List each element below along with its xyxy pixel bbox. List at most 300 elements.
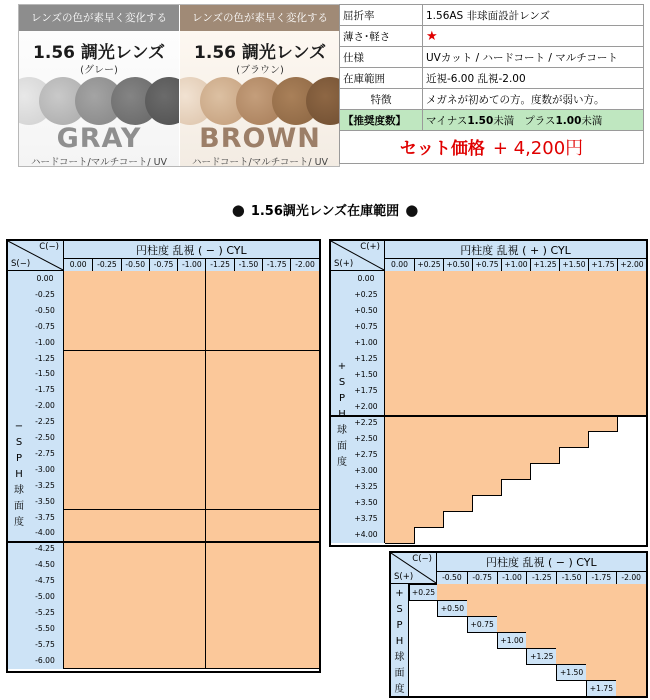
brown-lens-panel	[180, 5, 340, 166]
stock-cell	[121, 366, 150, 383]
stock-cell	[385, 399, 415, 416]
sph-value: -5.25	[35, 607, 55, 617]
sph-axis-label: P	[396, 620, 403, 631]
stock-cell	[414, 303, 444, 320]
sph-axis-label: S	[396, 604, 403, 615]
stock-cell	[177, 557, 206, 574]
stock-cell	[262, 573, 291, 590]
stock-cell	[64, 303, 93, 320]
stock-cell	[290, 382, 319, 399]
cyl-header	[437, 553, 646, 584]
stock-cell	[385, 511, 415, 528]
stock-cell	[177, 478, 206, 495]
gray-color-sub: (グレー)	[80, 65, 118, 76]
stock-cell	[414, 383, 444, 400]
stock-cell	[206, 414, 235, 431]
sph-value: +0.75	[354, 322, 378, 331]
sph-value: +2.50	[354, 434, 378, 443]
stock-cell	[92, 653, 121, 670]
stock-grid-mixed	[389, 551, 648, 698]
stock-cell	[64, 510, 93, 527]
stock-cell	[92, 637, 121, 654]
sph-value: 0.00	[357, 274, 375, 283]
stock-cell	[149, 462, 178, 479]
spec-key: 薄さ･軽さ	[340, 26, 423, 47]
sph-value: -6.00	[35, 655, 55, 665]
sph-value: -2.50	[35, 433, 55, 442]
sph-axis-label: 度	[394, 684, 405, 695]
stock-cell	[414, 287, 444, 304]
bullet-icon: ●	[405, 201, 419, 219]
sph-axis-label: 球	[14, 485, 24, 496]
sph-value: -1.00	[35, 337, 55, 347]
stock-cell	[149, 557, 178, 574]
stock-cell	[414, 431, 444, 448]
stock-cell	[526, 632, 557, 649]
stock-cell	[149, 366, 178, 383]
stock-cell	[530, 367, 560, 384]
stock-cell	[234, 510, 263, 527]
spec-value: 1.56AS 非球面設計レンズ	[423, 5, 644, 26]
stock-cell	[177, 589, 206, 606]
stock-cell	[385, 367, 415, 384]
stock-cell	[385, 463, 415, 480]
stock-cell	[385, 447, 415, 464]
stock-cell	[501, 383, 531, 400]
stock-cell	[149, 335, 178, 352]
stock-cell	[121, 335, 150, 352]
stock-cell	[443, 367, 473, 384]
stock-cell	[290, 446, 319, 463]
stock-cell	[234, 271, 263, 288]
sph-axis-label: P	[338, 393, 346, 404]
stock-cell	[234, 557, 263, 574]
stock-cell	[290, 478, 319, 495]
stock-cell	[234, 414, 263, 431]
stock-cell	[121, 398, 150, 415]
stock-cell	[467, 584, 498, 601]
sph-value: -0.75	[35, 321, 55, 331]
stock-cell	[530, 335, 560, 352]
stock-cell	[177, 398, 206, 415]
stock-cell	[290, 462, 319, 479]
stock-cell	[526, 616, 557, 633]
stock-cell	[234, 351, 263, 368]
recommended-key: 【推奨度数】	[340, 110, 423, 131]
stock-cell	[149, 621, 178, 638]
stock-cell	[443, 463, 473, 480]
sph-axis-label: +	[395, 588, 404, 599]
stock-cell	[262, 430, 291, 447]
sph-axis-label: 面	[394, 668, 405, 679]
stock-cell	[385, 495, 415, 512]
corner-cyl-label: C(+)	[360, 242, 380, 252]
sph-axis-label: S	[338, 377, 346, 388]
stock-cell	[559, 271, 589, 288]
cyl-header-title: 円柱度 乱視 ( + ) CYL	[460, 244, 571, 257]
stock-cell	[64, 271, 93, 288]
stock-cell	[290, 335, 319, 352]
stock-cell	[262, 303, 291, 320]
stock-cell	[556, 600, 587, 617]
stock-cell	[290, 573, 319, 590]
stock-cell	[121, 446, 150, 463]
stock-cell	[588, 351, 618, 368]
stock-cell	[290, 271, 319, 288]
corner-cyl-label: C(−)	[412, 554, 432, 564]
stock-cell	[262, 271, 291, 288]
stock-cell	[206, 462, 235, 479]
stock-cell	[206, 319, 235, 336]
stock-cell	[472, 399, 502, 416]
stock-cell	[92, 494, 121, 511]
stock-cell	[64, 462, 93, 479]
stock-cell	[530, 431, 560, 448]
stock-cell	[443, 399, 473, 416]
stock-cell	[616, 632, 647, 649]
stock-cell	[234, 335, 263, 352]
stock-cell	[206, 271, 235, 288]
stock-cell	[290, 589, 319, 606]
stock-cell	[443, 431, 473, 448]
stock-cell	[472, 367, 502, 384]
stock-cell	[177, 366, 206, 383]
sph-value: +1.50	[354, 370, 378, 379]
stock-cell	[501, 431, 531, 448]
stock-cell	[472, 287, 502, 304]
stock-cell	[290, 287, 319, 304]
sph-value: +1.25	[354, 354, 378, 363]
stock-cell	[206, 303, 235, 320]
cyl-value-row	[437, 571, 646, 584]
stock-cell	[206, 398, 235, 415]
sph-value: +0.50	[354, 306, 378, 315]
stock-cell	[414, 495, 444, 512]
stock-cell	[290, 605, 319, 622]
stock-cell	[177, 351, 206, 368]
stock-cell	[121, 605, 150, 622]
sph-value: +2.25	[354, 418, 378, 427]
sph-axis-label: +	[337, 361, 347, 372]
stock-cell	[501, 447, 531, 464]
stock-cell	[64, 637, 93, 654]
cyl-value: +0.75	[472, 259, 501, 271]
stock-cell	[234, 589, 263, 606]
sph-row-label: +0.25	[409, 584, 438, 601]
stock-cell	[92, 271, 121, 288]
stock-cell	[616, 600, 647, 617]
stock-cell	[149, 589, 178, 606]
stock-cell	[443, 447, 473, 464]
sph-axis-label: 面	[337, 441, 347, 452]
stock-cell	[414, 447, 444, 464]
stock-cell	[262, 351, 291, 368]
stock-cell	[290, 494, 319, 511]
stock-cell	[149, 319, 178, 336]
stock-cell	[234, 573, 263, 590]
stock-cell	[64, 557, 93, 574]
stock-cell	[262, 366, 291, 383]
cyl-value: +1.50	[559, 259, 588, 271]
cyl-value: -1.25	[205, 259, 233, 271]
stock-cell	[149, 430, 178, 447]
stock-cell	[616, 584, 647, 601]
corner-sph-label: S(+)	[334, 259, 354, 269]
sph-row-label: +1.00	[497, 632, 528, 649]
sph-value: -1.25	[35, 353, 55, 363]
stock-cell	[64, 319, 93, 336]
stock-cell	[177, 525, 206, 542]
stock-cell	[414, 335, 444, 352]
stock-cell	[64, 366, 93, 383]
stock-cell	[414, 415, 444, 432]
stock-cell	[617, 367, 647, 384]
cyl-value: +0.25	[414, 259, 443, 271]
stock-cell	[234, 541, 263, 558]
sph-value: +3.25	[354, 482, 378, 491]
stock-cell	[177, 430, 206, 447]
stock-cell	[206, 382, 235, 399]
stock-cell	[262, 382, 291, 399]
stock-cell	[149, 414, 178, 431]
stock-cell	[472, 319, 502, 336]
gray-footer: ハードコート/マルチコート/ UV	[30, 157, 168, 166]
sph-value: -1.50	[35, 369, 55, 379]
stock-cell	[262, 446, 291, 463]
stock-cell	[559, 335, 589, 352]
stock-cell	[616, 680, 647, 697]
sph-row-label: +1.25	[526, 648, 557, 665]
bullet-icon: ●	[231, 201, 245, 219]
stock-cell	[149, 653, 178, 670]
stock-cell	[556, 616, 587, 633]
stock-cell	[586, 584, 617, 601]
stock-cell	[385, 335, 415, 352]
stock-cell	[559, 399, 589, 416]
stock-cell	[385, 479, 415, 496]
stock-cell	[526, 584, 557, 601]
stock-cell	[177, 573, 206, 590]
stock-cell	[64, 494, 93, 511]
stock-cell	[501, 303, 531, 320]
sph-value: +0.25	[354, 290, 378, 299]
stock-cell	[149, 446, 178, 463]
stock-cell	[414, 399, 444, 416]
stock-cell	[121, 414, 150, 431]
stock-cell	[443, 319, 473, 336]
sph-row-label: +1.75	[586, 680, 617, 697]
stock-cell	[262, 414, 291, 431]
cyl-value: -2.00	[616, 572, 646, 584]
spec-key: 特徴	[340, 89, 423, 110]
corner-sph-label: S(+)	[394, 572, 414, 582]
stock-cell	[262, 462, 291, 479]
stock-cell	[64, 589, 93, 606]
stock-cell	[586, 600, 617, 617]
stock-cell	[588, 271, 618, 288]
stock-cell	[262, 478, 291, 495]
stock-cell	[177, 621, 206, 638]
set-price	[340, 131, 644, 164]
stock-cell	[234, 637, 263, 654]
price-row	[340, 131, 644, 164]
stock-cell	[121, 271, 150, 288]
stock-cell	[559, 383, 589, 400]
stock-cell	[443, 351, 473, 368]
stock-cell	[262, 287, 291, 304]
cyl-value: -0.50	[442, 573, 462, 582]
stock-cell	[121, 653, 150, 670]
stock-cell	[559, 303, 589, 320]
cyl-value: -0.75	[467, 572, 497, 584]
sph-axis-label: H	[395, 636, 404, 647]
stock-cell	[290, 510, 319, 527]
spec-row	[340, 47, 644, 68]
cyl-value: +1.25	[530, 259, 559, 271]
stock-cell	[501, 399, 531, 416]
stock-cell	[530, 287, 560, 304]
stock-cell	[501, 367, 531, 384]
cyl-value: -1.00	[177, 259, 205, 271]
stock-cell	[472, 303, 502, 320]
sph-value: -4.50	[35, 560, 55, 570]
stock-cell	[530, 399, 560, 416]
stock-cell	[92, 319, 121, 336]
cyl-value: +1.75	[588, 259, 617, 271]
sph-axis-label: H	[15, 469, 23, 480]
stock-cell	[206, 510, 235, 527]
sph-value: -4.25	[35, 544, 55, 554]
stock-cell	[443, 271, 473, 288]
stock-cell	[414, 511, 444, 528]
stock-cell	[262, 494, 291, 511]
stock-cell	[472, 351, 502, 368]
recommended-value	[423, 110, 644, 131]
recommended-row	[340, 110, 644, 131]
rec-b-label: プラス	[524, 114, 556, 127]
stock-cell	[385, 303, 415, 320]
stock-cell	[121, 462, 150, 479]
row-separator	[8, 541, 319, 543]
stock-cell	[497, 616, 528, 633]
grid-corner	[331, 241, 385, 271]
sph-value: -3.75	[35, 512, 55, 522]
stock-cell	[206, 430, 235, 447]
stock-cell	[149, 398, 178, 415]
sph-row-label: +0.50	[437, 600, 468, 617]
stock-cell	[234, 366, 263, 383]
stock-cell	[121, 637, 150, 654]
stock-cell	[385, 319, 415, 336]
stock-cell	[443, 415, 473, 432]
stock-cell	[501, 463, 531, 480]
stock-cell	[234, 478, 263, 495]
stock-cell	[64, 541, 93, 558]
stock-cell	[64, 335, 93, 352]
stock-cell	[234, 462, 263, 479]
brown-product-name: 1.56 調光レンズ	[194, 43, 326, 63]
corner-cyl-label: C(−)	[39, 242, 59, 252]
sph-axis-label: 度	[337, 457, 347, 468]
star-icon: ★	[426, 28, 438, 44]
stock-cell	[588, 367, 618, 384]
stock-cell	[234, 430, 263, 447]
stock-cell	[385, 415, 415, 432]
gray-product-name: 1.56 調光レンズ	[33, 43, 165, 63]
stock-cell	[149, 494, 178, 511]
stock-cell	[559, 367, 589, 384]
stock-cell	[177, 271, 206, 288]
stock-cell	[556, 632, 587, 649]
stock-cell	[290, 637, 319, 654]
stock-cell	[121, 525, 150, 542]
stock-cell	[149, 525, 178, 542]
stock-cell	[290, 557, 319, 574]
stock-cell	[234, 287, 263, 304]
stock-cell	[206, 589, 235, 606]
sph-axis-label: 度	[14, 517, 24, 528]
stock-cell	[92, 557, 121, 574]
stock-cell	[177, 414, 206, 431]
stock-cell	[262, 621, 291, 638]
brown-word: BROWN	[199, 123, 321, 154]
stock-cell	[234, 621, 263, 638]
stock-cell	[206, 494, 235, 511]
stock-cell	[149, 510, 178, 527]
stock-cell	[414, 271, 444, 288]
spec-value: 近視-6.00 乱視-2.00	[423, 68, 644, 89]
brown-footer: ハードコート/マルチコート/ UV	[191, 157, 329, 166]
stock-cell	[472, 431, 502, 448]
stock-cell	[588, 415, 618, 432]
stock-cell	[92, 303, 121, 320]
stock-cell	[588, 383, 618, 400]
stock-cell	[121, 303, 150, 320]
stock-cell	[559, 415, 589, 432]
stock-cell	[414, 367, 444, 384]
stock-cell	[92, 446, 121, 463]
stock-cell	[501, 415, 531, 432]
stock-cell	[149, 573, 178, 590]
stock-cell	[290, 398, 319, 415]
stock-cell	[586, 616, 617, 633]
sph-row-label: +1.50	[556, 664, 587, 681]
stock-cell	[443, 495, 473, 512]
cyl-value: -0.25	[92, 259, 120, 271]
cyl-value: -1.75	[586, 572, 616, 584]
stock-cell	[262, 335, 291, 352]
cyl-value-row	[64, 258, 319, 271]
stock-cell	[234, 382, 263, 399]
stock-cell	[262, 637, 291, 654]
stock-cell	[92, 589, 121, 606]
sph-value: -4.00	[35, 528, 55, 538]
stock-cell	[177, 335, 206, 352]
sph-value: -3.25	[35, 480, 55, 490]
stock-cell	[617, 271, 647, 288]
stock-cell	[467, 600, 498, 617]
stock-cell	[92, 573, 121, 590]
sph-value: +2.75	[354, 450, 378, 459]
stock-cell	[92, 510, 121, 527]
stock-cell	[92, 525, 121, 542]
stock-cell	[617, 383, 647, 400]
stock-cell	[385, 271, 415, 288]
sph-value: -2.25	[35, 417, 55, 427]
stock-cell	[206, 351, 235, 368]
rec-b-suffix: 未満	[581, 114, 603, 127]
cyl-header-title: 円柱度 乱視 ( − ) CYL	[136, 244, 247, 257]
